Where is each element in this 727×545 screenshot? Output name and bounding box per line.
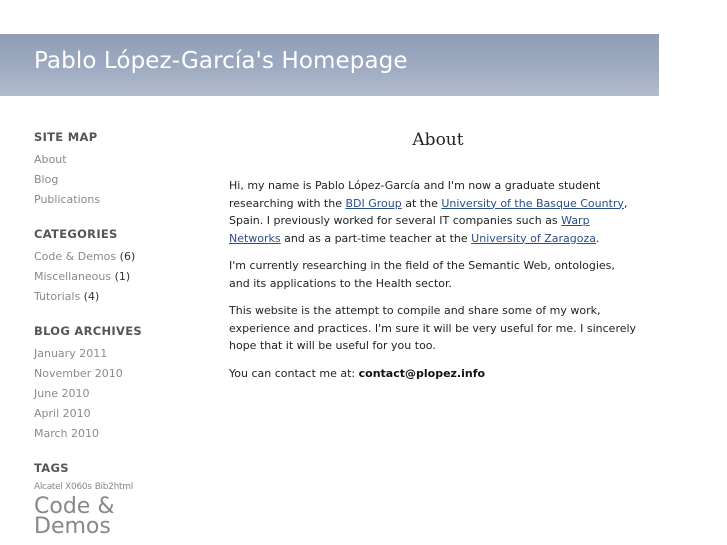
sitemap-link-about[interactable]: About (34, 153, 67, 166)
sitemap-item (34, 190, 204, 210)
research-paragraph: I'm currently researching in the field of the Semantic Web, ontologies, and its applications to the Health sector. (229, 259, 615, 290)
intro-text: at the (401, 196, 442, 210)
contact-label: You can contact me at: (229, 366, 359, 380)
sitemap-heading: SITE MAP (34, 130, 98, 144)
bdi-group-link[interactable]: BDI Group (345, 196, 402, 210)
intro-text: Hi, my name is Pablo López-García and I'm now a graduate student researching with the (229, 179, 601, 210)
contact-email[interactable]: contact@plopez.info (358, 366, 486, 380)
category-count: (1) (114, 270, 131, 283)
archive-link[interactable]: March 2010 (34, 427, 100, 440)
zaragoza-university-link[interactable]: University of Zaragoza (471, 231, 597, 245)
intro-text: and as a part-time teacher at the (280, 231, 472, 245)
category-item (34, 267, 204, 287)
sitemap-link-publications[interactable]: Publications (34, 193, 101, 206)
tags-heading: TAGS (34, 461, 69, 475)
sitemap-link-blog[interactable]: Blog (34, 173, 59, 186)
archives-list (34, 344, 204, 444)
category-item (34, 247, 204, 267)
website-paragraph: This website is the attempt to compile and share some of my work, experience and practices. I'm sure it will be very useful for me. I sincerely hope that it will be useful for you too. (229, 304, 637, 352)
main-content (229, 130, 639, 382)
sitemap-list (34, 150, 204, 210)
archive-item (34, 384, 204, 404)
archive-link[interactable]: January 2011 (34, 347, 108, 360)
archive-link[interactable]: April 2010 (34, 407, 91, 420)
sidebar (34, 130, 204, 537)
warp-networks-link[interactable]: Warp Networks (229, 214, 590, 245)
intro-text: , Spain. I previously worked for several IT companies such as (229, 196, 628, 227)
site-title[interactable]: Pablo López-García's Homepage (34, 48, 408, 74)
archive-item (34, 364, 204, 384)
category-count: (4) (83, 290, 100, 303)
category-link-code-demos[interactable]: Code & Demos (34, 250, 117, 263)
category-link-tutorials[interactable]: Tutorials (34, 290, 81, 303)
archive-item (34, 344, 204, 364)
tag-link[interactable]: Alcatel X060s (34, 482, 92, 492)
categories-list (34, 247, 204, 307)
sitemap-item (34, 150, 204, 170)
archives-heading: BLOG ARCHIVES (34, 324, 142, 338)
category-link-miscellaneous[interactable]: Miscellaneous (34, 270, 112, 283)
category-count: (6) (119, 250, 136, 263)
category-item (34, 287, 204, 307)
contact-paragraph (229, 365, 639, 383)
sitemap-item (34, 170, 204, 190)
archive-link[interactable]: June 2010 (34, 387, 90, 400)
page-title: About (412, 130, 464, 150)
archive-link[interactable]: November 2010 (34, 367, 123, 380)
intro-paragraph (229, 177, 639, 247)
intro-text: . (596, 231, 600, 245)
basque-university-link[interactable]: University of the Basque Country (441, 196, 624, 210)
site-header (0, 34, 659, 96)
archive-item (34, 404, 204, 424)
tag-cloud (34, 482, 204, 492)
archive-item (34, 424, 204, 444)
tag-link-code-demos[interactable]: Code & Demos (34, 494, 115, 539)
tag-link[interactable]: Bib2html (94, 482, 133, 492)
categories-heading: CATEGORIES (34, 227, 118, 241)
